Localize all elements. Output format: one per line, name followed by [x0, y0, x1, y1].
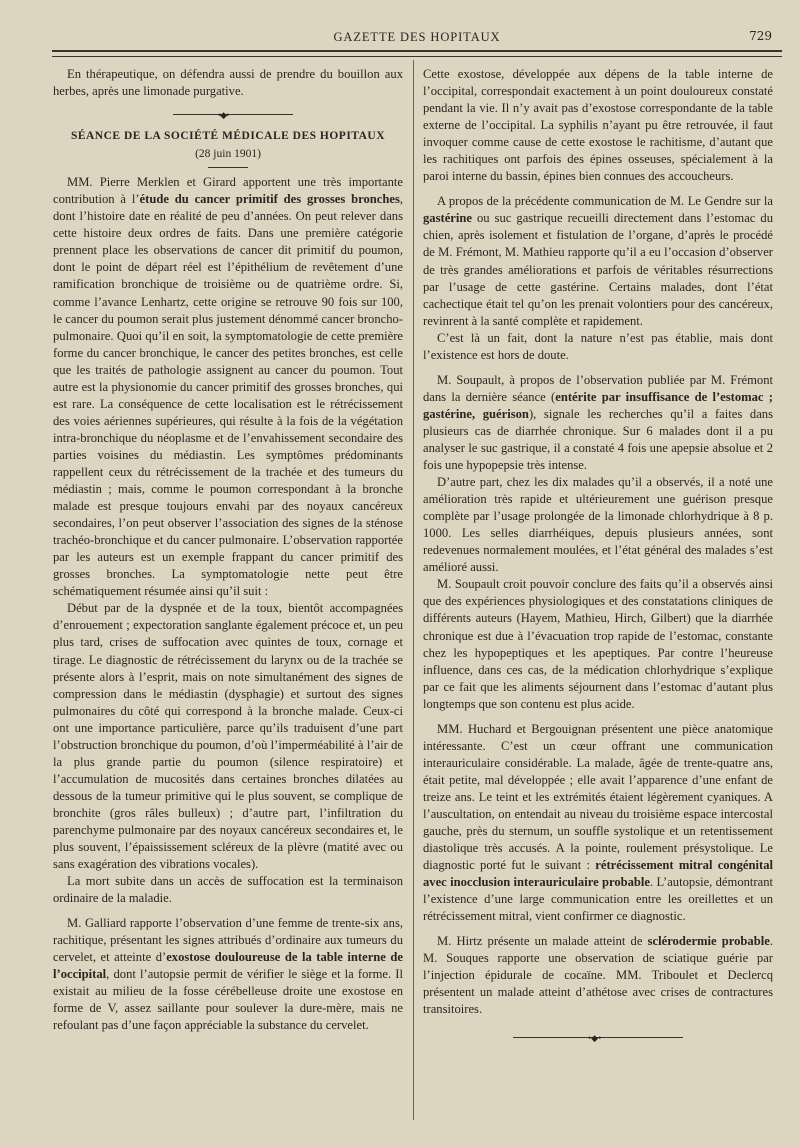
bold-term: sclérodermie probable [647, 934, 770, 949]
right-column [423, 66, 773, 1047]
gasterine-paragraph [423, 193, 773, 329]
exostose-paragraph: Cette exostose, développée aux dépens de la table interne de l’occipital, correspondait exactement à un point douloureux constaté pendant la vie. Il n’y avait pas d’exostose correspondante de la table externe de l’occipital. La syphilis n’ayant pu être retrouvée, il faut invoquer comme cause de cette exostose le rachitisme, d’autant que les rachitiques ont parfois des épines osseuses, spécialement à la paroi interne du bassin, épines bien connues des accoucheurs. [423, 67, 773, 184]
column-divider [413, 60, 414, 1120]
text-run: ), signale les recherches qu’il a faites dans plusieurs cas de diarrhée chronique. Sur 6 malades dont il a pu analyser le suc gastrique, il a constaté 4 fois une apepsie absolue et 2 fois une hypopepsie très intense. [423, 406, 773, 473]
bold-term: gastérine [423, 211, 472, 226]
text-run: ou suc gastrique recueilli directement dans l’estomac du chien, après isolement et fistulation de l’organe, d’après le procédé de M. Frémont, M. Mathieu rapporte qu’il a eu l’occasion d’observer de très grandes améliorations et parfois de véritables résurrections par l’usage de cette gastérine. Certains malades, dont l’état cachectique était tel qu’on les prenait volontiers pour des cancéreux, revinrent à la santé complète et rapidement. [423, 211, 773, 328]
bold-term: exostose douloureuse de la table interne de l’occipital [53, 950, 403, 982]
left-column [53, 66, 403, 1035]
section-separator [53, 104, 403, 124]
huchard-paragraph [423, 721, 773, 926]
text-run: MM. Pierre Merklen et Girard apportent une très importante contribution à l’ [53, 175, 403, 207]
short-rule [208, 167, 248, 168]
text-run: , dont l’autopsie permit de vérifier le siège et la forme. Il existait au milieu de la fosse cérébelleuse droite une exostose en forme de V, assez saillante pour soulever la dure-mère, mais ne refoulant pas d’une façon appréciable la substance du cervelet. [53, 967, 403, 1033]
amelioration-paragraph: D’autre part, chez les dix malades qu’il a observés, il a noté une amélioration très rapide et ultérieurement une guérison presque complète par l’usage prolongée de la limonade chlorhydrique à 8 p. 1000. Les selles diarrhéiques, depuis plusieurs années, sont redevenues normalement moulées, et l’état général des malades s’est amélioré aussi. [423, 475, 773, 575]
hirtz-paragraph [423, 933, 773, 1018]
soupault-paragraph [423, 372, 773, 474]
fact-paragraph: C’est là un fait, dont la nature n’est pas établie, mais dont l’existence est hors de doute. [423, 330, 773, 362]
section-title: SÉANCE DE LA SOCIÉTÉ MÉDICALE DES HOPITAUX [70, 130, 386, 143]
ornament-icon: •◆• [218, 110, 229, 121]
text-run: A propos de la précédente communication de M. Le Gendre sur la [437, 194, 773, 209]
galliard-paragraph [53, 915, 403, 1034]
merklen-paragraph [53, 174, 403, 600]
ornament-icon: •◆• [588, 1032, 602, 1043]
text-run: M. Hirtz présente un malade atteint de [437, 934, 648, 949]
bold-term: étude du cancer primitif des grosses bronches [139, 192, 400, 207]
journal-title: GAZETTE DES HOPITAUX [333, 30, 501, 44]
text-run: MM. Huchard et Bergouignan présentent une pièce anatomique intéressante. C’est un cœur offrant une communication interauriculaire considérable. La malade, âgée de trente-quatre ans, était petite, mal développée ; elle avait l’apparence d’une enfant de treize ans. Le teint et les extrémités étaient légèrement cyaniques. A l’auscultation, on entendait au niveau du troisième espace intercostal gauche, près du sternum, un souffle systolique et un retentissement diastolique très accusés. A la pointe, roulement présystolique. Le diagnostic porté fut le suivant : [423, 721, 773, 873]
text-run: , dont l’histoire date en réalité de peu d’années. On peut relever dans cette histoire deux ordres de faits. Dans une première catégorie prennent place les observations de cancer dit primitif du poumon, dont le point de départ réel est l’épithélium de revêtement d’une ramification bronchique de troisième ou de quatrième ordre. Si, comme l’avance Lenhartz, cette origine se retrouve 90 fois sur 100, le cancer du poumon serait plus justement dénommé cancer broncho-pulmonaire. Quoi qu’il en soit, la symptomatologie de cette première forme du cancer bronchique, le cancer des petites bronches, est celle que les traités de pathologie assignent au cancer du poumon. Tout autre est la physionomie du cancer primitif des grosses bronches, qui est rare. La conséquence de cette localisation est le rétrécissement des voies aériennes supérieures, qui résulte à la fois de la végétation intra-bronchique du néoplasme et de l’envahissement secondaire des parties voisines du médiastin. Les symptômes prédominants rappellent ceux du rétrécissement de la trachée et des tumeurs du médiastin ; mais, comme le poumon correspondant à la bronche malade est presque toujours envahi par des noyaux cancéreux secondaires, l’on peut observer l’association des signes de la sténose trachéo-bronchique et du cancer pulmonaire. L’observation rapportée par les auteurs est un exemple frappant du cancer primitif des grosses bronches. La symptomatologie nette peut être schématiquement résumée ainsi qu’il suit : [53, 192, 403, 599]
intro-paragraph: En thérapeutique, on défendra aussi de prendre du bouillon aux herbes, après une limonade purgative. [53, 67, 403, 99]
text-run: . M. Souques rapporte une observation de sciatique guérie par l’injection épidurale de cocaïne. MM. Triboulet et Declercq présentent un malade atteint d’athétose avec crises de contractures transitoires. [423, 934, 773, 1017]
section-date: (28 juin 1901) [195, 148, 261, 161]
bold-term: rétrécissement mitral congénital avec inocclusion interauriculaire probable [423, 858, 773, 890]
header-double-rule [52, 50, 782, 57]
separator-line [173, 114, 293, 115]
soupault-conclusion-paragraph: M. Soupault croit pouvoir conclure des faits qu’il a observés ainsi que des expériences physiologiques et des constatations cliniques de différents auteurs (Hayem, Mathieu, Hirch, Gilbert) que la diarrhée chronique est due à l’évacuation trop rapide de l’estomac, constante chez les hypopeptiques et les apeptiques. Par contre l’heureuse influence, dans ces cas, de la médication chlorhydrique s’explique par ce fait que les aliments séjournent dans l’estomac d’autant plus longtemps que son contenu est plus acide. [423, 577, 773, 711]
page-number: 729 [749, 29, 772, 43]
bold-term: entérite par insuffisance de l’estomac ; gastérine, guérison [423, 389, 773, 421]
text-run: M. Galliard rapporte l’observation d’une femme de trente-six ans, rachitique, présentant les signes attribués d’ordinaire aux tumeurs du cervelet, et atteinte d’ [53, 916, 403, 965]
symptoms-paragraph: Début par de la dyspnée et de la toux, bientôt accompagnées d’enrouement ; expectoration sanglante également précoce et, un peu plus tard, crises de suffocation avec quintes de toux, cornage et tirage. Le diagnostic de rétrécissement du larynx ou de la trachée se présente alors à l’esprit, mais on note simultanément des signes de compression dans le médiastin (dysphagie) et surtout des signes pulmonaires du côté qui correspond à la bronche malade. Ceux-ci ont une importance particulière, parce qu’ils traduisent d’une part l’obstruction bronchique du poumon, d’où l’imperméabilité à l’air de la plus grande partie du poumon (silence respiratoire) et l’accumulation de mucosités dans certaines bronches dilatées au dessous de la tumeur primitive qui le plus souvent, se complique de bronchite (gros râles bulleux) ; d’autre part, l’infiltration du parenchyme pulmonaire par des noyaux cancéreux secondaires et, le plus souvent, l’épaississement scléreux de la plèvre (matité avec ou sans exagération des vibrations vocales). [53, 601, 403, 872]
text-run: . L’autopsie, démontrant l’existence d’une large communication entre les oreillettes et un rétrécissement mitral, vient confirmer ce diagnostic. [423, 875, 773, 924]
page-header [52, 26, 782, 48]
end-separator [423, 1027, 773, 1047]
conclusion-paragraph: La mort subite dans un accès de suffocation est la terminaison ordinaire de la maladie. [53, 874, 403, 906]
text-run: M. Soupault, à propos de l’observation publiée par M. Frémont dans la dernière séance ( [423, 372, 773, 404]
